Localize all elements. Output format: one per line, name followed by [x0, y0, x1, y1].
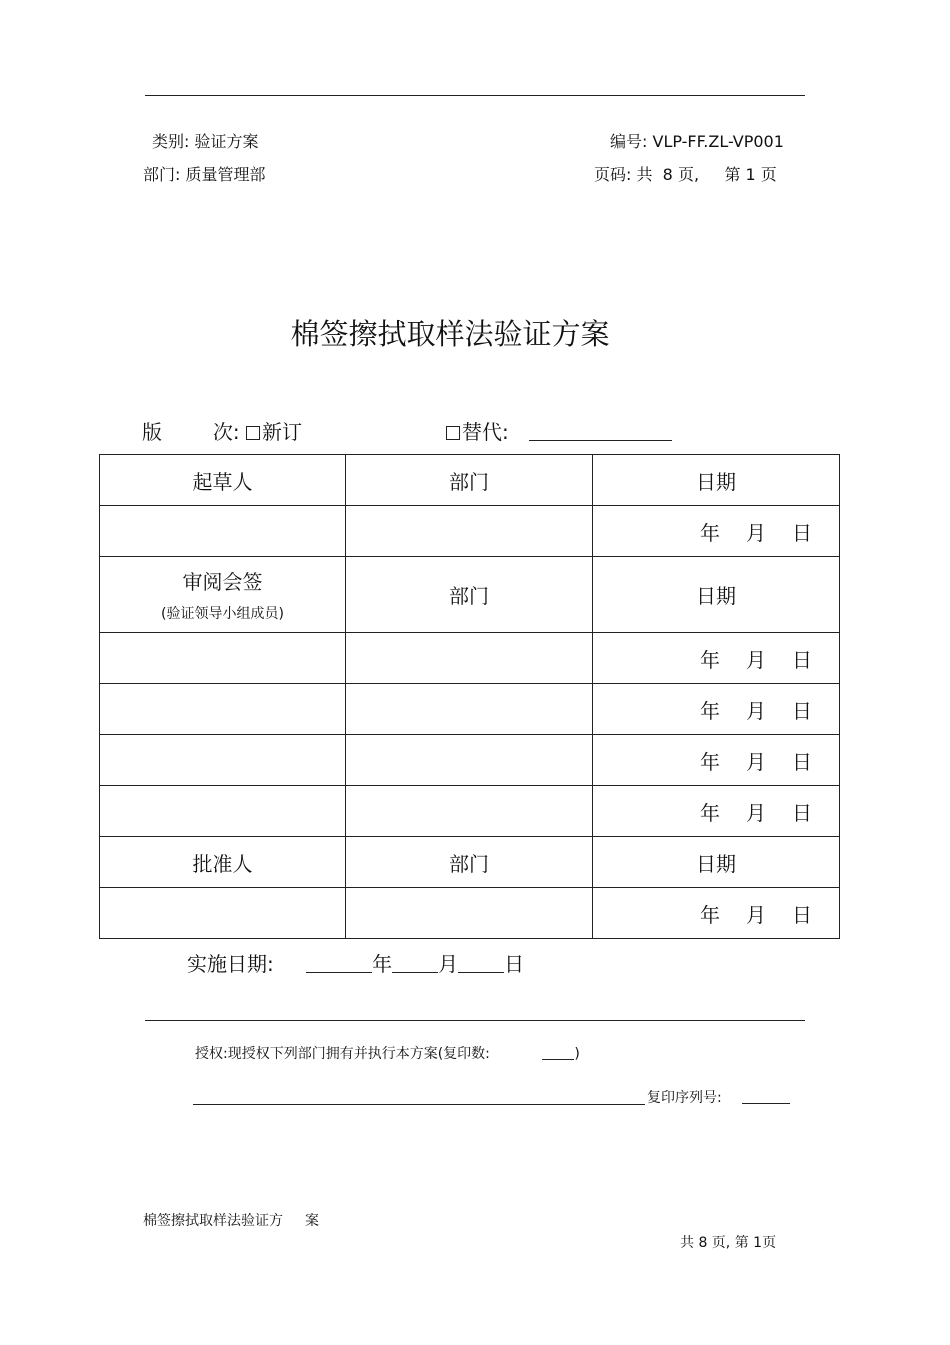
footer-doc-title: 棉签擦拭取样法验证方 案	[143, 1213, 319, 1229]
reviewer-date-cell[interactable]: 年 月 日	[593, 633, 840, 684]
authorization-row	[195, 1043, 580, 1063]
reviewer-header	[100, 557, 346, 633]
replace-label: 替代:	[462, 420, 509, 444]
copy-count-blank[interactable]	[542, 1045, 574, 1060]
department-value: 质量管理部	[185, 165, 266, 184]
effective-date-label: 实施日期:	[187, 952, 274, 976]
drafter-cell[interactable]	[100, 506, 346, 557]
effective-day-blank[interactable]	[458, 954, 504, 973]
serial-label: 复印序列号:	[647, 1090, 722, 1106]
authorization-close: )	[574, 1046, 580, 1062]
table-row	[100, 837, 840, 888]
table-row	[100, 786, 840, 837]
footer-page: 共 8 页, 第 1页	[680, 1235, 777, 1251]
table-row	[100, 557, 840, 633]
page-label: 页码:	[594, 165, 632, 184]
version-label: 版 次:	[142, 420, 240, 444]
drafter-date-cell[interactable]: 年 月 日	[593, 506, 840, 557]
reviewer-date-header: 日期	[593, 557, 840, 633]
approver-date-cell[interactable]: 年 月 日	[593, 888, 840, 939]
new-label: 新订	[261, 420, 302, 444]
department-field	[143, 162, 266, 185]
reviewer-date-cell[interactable]: 年 月 日	[593, 735, 840, 786]
effective-date-row: 实施日期: 年 月 日	[187, 952, 525, 976]
effective-month-blank[interactable]	[392, 954, 438, 973]
document-title: 棉签擦拭取样法验证方案	[290, 317, 610, 351]
version-row	[142, 416, 302, 445]
approver-date-header: 日期	[593, 837, 840, 888]
code-value: VLP-FF.ZL-VP001	[652, 132, 784, 151]
new-checkbox[interactable]	[246, 426, 260, 440]
top-rule	[145, 95, 805, 96]
reviewer-dept-header: 部门	[346, 557, 593, 633]
category-value: 验证方案	[194, 132, 259, 151]
reviewer-cell[interactable]	[100, 735, 346, 786]
approver-cell[interactable]	[100, 888, 346, 939]
signature-table	[99, 454, 840, 939]
category-field	[152, 129, 259, 152]
reviewer-date-cell[interactable]: 年 月 日	[593, 684, 840, 735]
reviewer-cell[interactable]	[100, 786, 346, 837]
table-row	[100, 455, 840, 506]
table-row	[100, 684, 840, 735]
approver-header: 批准人	[100, 837, 346, 888]
effective-year-blank[interactable]	[306, 954, 372, 973]
reviewer-cell[interactable]	[100, 684, 346, 735]
approver-dept-cell[interactable]	[346, 888, 593, 939]
reviewer-label: 审阅会签	[182, 570, 263, 594]
reviewer-note: (验证领导小组成员)	[161, 606, 284, 622]
page-value: 共 8 页, 第 1 页	[636, 165, 777, 184]
page-field	[594, 162, 777, 185]
replace-blank[interactable]	[529, 422, 672, 441]
replace-checkbox[interactable]	[446, 426, 460, 440]
table-row	[100, 735, 840, 786]
code-field	[610, 129, 784, 152]
approver-dept-header: 部门	[346, 837, 593, 888]
department-list-line[interactable]	[193, 1104, 645, 1105]
serial-row	[647, 1087, 790, 1107]
table-row	[100, 633, 840, 684]
authorization-text: 授权:现授权下列部门拥有并执行本方案(复印数:	[195, 1046, 490, 1062]
department-label: 部门:	[143, 165, 181, 184]
table-row	[100, 888, 840, 939]
date-header: 日期	[593, 455, 840, 506]
drafter-dept-cell[interactable]	[346, 506, 593, 557]
middle-rule	[145, 1020, 805, 1021]
reviewer-dept-cell[interactable]	[346, 735, 593, 786]
serial-blank[interactable]	[742, 1089, 790, 1104]
dept-header: 部门	[346, 455, 593, 506]
reviewer-cell[interactable]	[100, 633, 346, 684]
replace-row	[446, 416, 672, 445]
drafter-header: 起草人	[100, 455, 346, 506]
reviewer-dept-cell[interactable]	[346, 684, 593, 735]
table-row	[100, 506, 840, 557]
reviewer-dept-cell[interactable]	[346, 633, 593, 684]
reviewer-dept-cell[interactable]	[346, 786, 593, 837]
reviewer-date-cell[interactable]: 年 月 日	[593, 786, 840, 837]
category-label: 类别:	[152, 132, 190, 151]
code-label: 编号:	[610, 132, 648, 151]
